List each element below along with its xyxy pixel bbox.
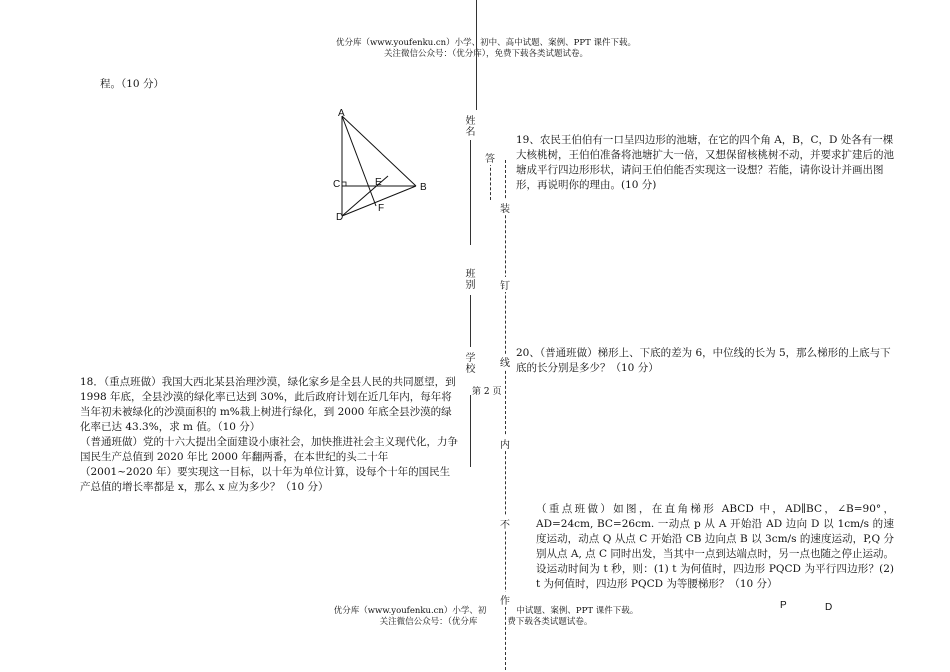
seal-char-6: 不 — [500, 516, 510, 531]
seal-char-2: 装 — [500, 200, 510, 215]
question-18-alt: （普通班做）党的十六大提出全面建设小康社会，加快推进社会主义现代化，力争国民生产总值到 2020 年比 2000 年翻两番，在本世纪的头二十年（2001~2020 年）要实现这一目标，以十年为单位计算，设每个十年的国民生产总值的增长率都是 x，那么 x 应为多少？（10 分） — [80, 436, 458, 493]
top-header-line2: 关注微信公众号：（优分库），免费下载各类试题试卷。 — [383, 49, 588, 59]
top-header-line1: 优分库（www.youfenku.cn）小学、初中、高中试题、案例、PPT 课件下载。 — [336, 38, 636, 48]
question-20-alt: （重点班做）如图，在直角梯形 ABCD 中，AD∥BC，∠B=90°，AD=24cm, BC=26cm. 一动点 p 从 A 开始沿 AD 边向 D 以 1cm/s 的速度运动，动点 Q 从点 C 开始沿 CB 边向点 B 以 3cm/s 的速度运动，P,Q 分别从点 A, 点 C 同时出发，当其中一点到达端点时，另一点也随之停止运动。设运动时间为 t 秒，则：(1) t 为何值时，四边形 PQCD 为平行四边形？(2) t 为何值时，四边形 PQCD 为等腰梯形？（10 分） — [536, 503, 894, 590]
question-18: 18．（重点班做）我国大西北某县治理沙漠，绿化家乡是全县人民的共同愿望，到 1998 年底，全县沙漠的绿化率已达到 30%，此后政府计划在近几年内，每年将当年初未被绿化的沙漠面积的 m%栽上树进行绿化，到 2000 年底全县沙漠的绿化率已达 43.3%，求 m 值。（10 分） — [80, 376, 456, 433]
label-b: B — [420, 182, 427, 193]
bottom-header-line2-right: 费下载各类试题试卷。 — [507, 617, 593, 627]
figure-label-d: D — [825, 602, 833, 613]
seal-char-7: 作 — [500, 592, 510, 607]
seal-char-3: 钉 — [500, 277, 510, 292]
seal-char-5: 内 — [500, 436, 510, 451]
bottom-header-line1-right: 中试题、案例、PPT 课件下载。 — [516, 606, 639, 616]
question-20: 20、（普通班做）梯形上、下底的差为 6，中位线的长为 5，那么梯形的上底与下底的长分别是多少？（10 分） — [516, 347, 891, 374]
page-number: 第 2 页 — [472, 387, 502, 397]
name-label: 姓名 — [463, 115, 474, 137]
school-label: 学校 — [463, 352, 474, 374]
right-angle-mark — [342, 182, 346, 186]
top-header — [276, 38, 696, 60]
top-solid-line — [476, 0, 477, 110]
line-af — [342, 116, 376, 206]
class-label: 班别 — [463, 268, 474, 290]
class-underline — [470, 295, 471, 347]
seal-char-1: 答 — [485, 150, 495, 165]
bottom-header-line1-left: 优分库（www.youfenku.cn）小学、初 — [333, 606, 487, 616]
label-e: E — [375, 177, 382, 188]
line-ab — [342, 116, 416, 186]
label-f: F — [378, 203, 385, 214]
bottom-header-line2-left: 关注微信公众号：（优分库 — [379, 617, 478, 627]
seal-char-4: 线 — [500, 354, 510, 369]
school-underline — [470, 395, 471, 467]
name-underline — [470, 140, 471, 245]
question-19: 19、农民王伯伯有一口呈四边形的池塘，在它的四个角 A，B，C，D 处各有一棵大核桃树，王伯伯准备将池塘扩大一倍，又想保留核桃树不动，并要求扩建后的池塘成平行四边形形状，请问王伯伯能否实现这一设想？若能，请你设计并画出图形，再说明你的理由。(10 分) — [516, 134, 894, 191]
bottom-header-line1 — [276, 606, 696, 617]
figure-label-p: P — [780, 600, 787, 611]
label-a: A — [338, 108, 345, 119]
previous-question-fragment: 程。（10 分） — [100, 78, 164, 90]
label-c: C — [333, 179, 341, 190]
bottom-header-line2 — [276, 617, 696, 628]
bottom-header — [276, 606, 696, 628]
label-d: D — [336, 212, 344, 223]
